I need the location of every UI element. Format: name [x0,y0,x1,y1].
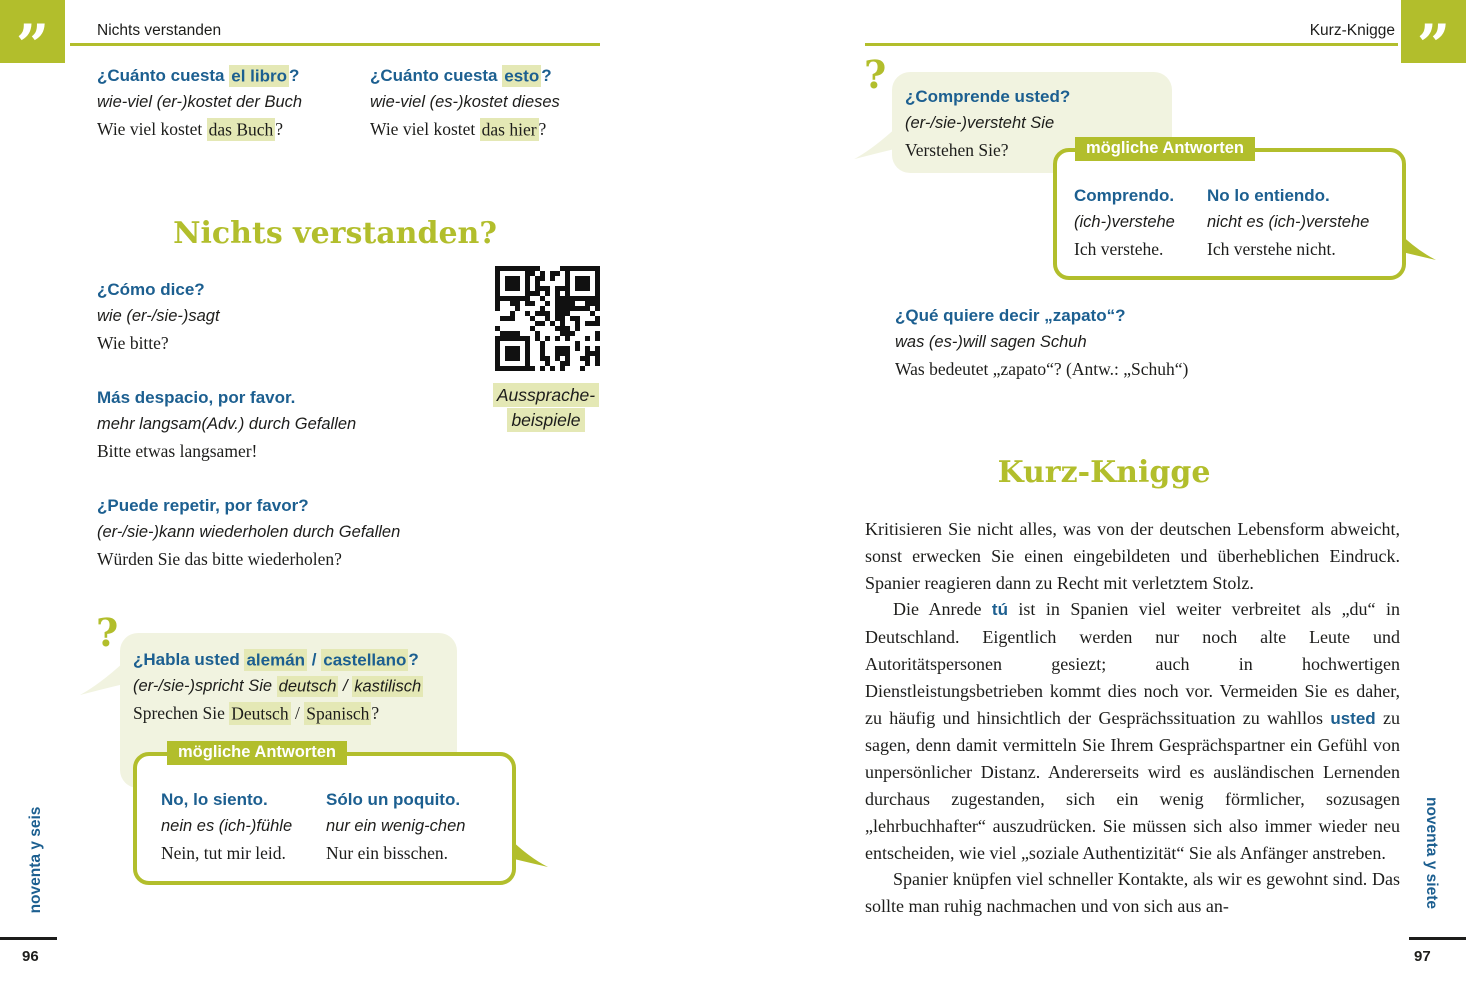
phrase-spanish: ¿Habla usted alemán / castellano ? [133,650,419,669]
phrase-no-lo-entiendo [1207,182,1369,263]
phrase-literal: (er-/sie-)versteht Sie [905,114,1055,132]
phrase-puede-repetir [97,492,400,573]
phrase-german: Sprechen Sie Deutsch / Spanisch ? [133,703,380,723]
phrase-cuanto-cuesta-el-libro [97,62,302,143]
phrase-german: Nur ein bisschen. [326,843,448,863]
phrase-literal: nur ein wenig-chen [326,817,466,835]
phrase-no-lo-siento [161,786,292,867]
possible-answers-label: mögliche Antworten [1075,137,1255,161]
body-paragraph: Kritisieren Sie nicht alles, was von der deutschen Lebensform abweicht, sonst erwecken Sie einen eingebildeten und überheblichen Eindruck. Spanier reagieren dann zu Recht mit verletztem Stolz. [865,519,1400,593]
footer-rule-left [0,937,57,940]
phrase-literal: was (es-)will sagen Schuh [895,333,1087,351]
phrase-literal: nicht es (ich-)verstehe [1207,213,1370,231]
qr-caption [460,383,632,433]
phrase-mas-despacio [97,384,356,465]
phrase-comprende-usted [905,83,1070,164]
phrase-literal: wie-viel (es-)kostet dieses [370,93,560,111]
phrase-cuanto-cuesta-esto [370,62,560,143]
phrase-literal: wie-viel (er-)kostet der Buch [97,93,303,111]
possible-answers-label: mögliche Antworten [167,741,347,765]
page-number-right: 97 [1414,948,1431,965]
footer-rule-right [1409,937,1466,940]
running-head-right: Kurz-Knigge [1309,22,1395,39]
phrase-spanish: Comprendo. [1074,186,1175,205]
question-mark-icon: ? [864,52,887,97]
speech-bubble-tail [853,126,897,162]
phrase-german: Verstehen Sie? [905,140,1009,160]
phrase-german: Wie viel kostet das hier ? [370,119,547,139]
phrase-spanish: ¿Cuánto cuesta esto ? [370,66,552,85]
phrase-literal: wie (er-/sie-)sagt [97,307,220,325]
phrase-comprendo [1074,182,1175,263]
phrase-literal: (er-/sie-)kann wiederholen durch Gefallen [97,523,401,541]
qr-code [495,266,600,371]
phrase-spanish: ¿Cómo dice? [97,280,205,299]
header-rule-left [70,43,600,46]
phrase-german: Nein, tut mir leid. [161,843,286,863]
phrase-spanish: ¿Qué quiere decir „zapato“? [895,306,1126,325]
phrase-german: Ich verstehe. [1074,239,1164,259]
phrase-como-dice [97,276,220,357]
phrase-spanish: Sólo un poquito. [326,790,461,809]
phrase-german: Wie bitte? [97,333,169,353]
phrase-literal: mehr langsam(Adv.) durch Gefallen [97,415,357,433]
question-mark-icon: ? [96,610,119,655]
side-text-left: noventa y seis [27,806,44,914]
quote-square-left: ” [0,0,65,63]
possible-answers-box-left [133,743,516,885]
page-number-left: 96 [22,948,39,965]
phrase-literal: (er-/sie-)spricht Sie deutsch / kastilisch [133,677,422,695]
phrase-german: Was bedeutet „zapato“? (Antw.: „Schuh“) [895,359,1189,379]
phrase-german: Wie viel kostet das Buch ? [97,119,284,139]
possible-answers-box-right [1053,139,1406,280]
section-title-right: Kurz-Knigge [997,455,1211,490]
qr-caption-line: Aussprache- [460,383,632,408]
section-title-left: Nichts verstanden? [173,216,497,251]
phrase-german: Ich verstehe nicht. [1207,239,1336,259]
side-text-right: noventa y siete [1423,797,1440,909]
running-head-left: Nichts verstanden [97,22,222,39]
phrase-spanish: ¿Cuánto cuesta el libro ? [97,66,300,85]
quote-square-right: ” [1401,0,1466,63]
qr-caption-line: beispiele [460,408,632,433]
phrase-habla-usted [133,646,423,727]
phrase-german: Würden Sie das bitte wiederholen? [97,549,342,569]
phrase-que-quiere-decir [895,302,1188,383]
header-rule-right [865,43,1398,46]
phrase-spanish: ¿Comprende usted? [905,87,1071,106]
phrase-spanish: No, lo siento. [161,790,268,809]
phrase-literal: nein es (ich-)fühle [161,817,293,835]
phrase-solo-un-poquito [326,786,465,867]
body-paragraph: Die Anrede tú ist in Spanien viel weiter verbreitet als „du“ in Deutschland. Eigentlich werden nur noch alte Leute und Autoritätspersonen gesiezt; auch in hochwertigen Dienstleistungsbetrieben kommt dies noch vor. Vermeiden Sie es daher, zu häufig und hinsichtlich der Gesprächssituation zu wahllos usted zu sagen, denn damit vermitteln Sie Ihrem Gesprächspartner ein Gefühl von unpersönlicher Distanz. Andererseits wird es ausländischen Lernenden durchaus zugestanden, sich ein wenig förmlicher, sozusagen „lehrbuchhafter“ auszudrücken. Sie müssen sich also immer wieder neu entscheiden, wie viel „soziale Authentizität“ Sie als Anfänger anstreben. [865,599,1401,863]
body-paragraph: Spanier knüpfen viel schneller Kontakte, als wir es gewohnt sind. Das sollte man ruhig nachmachen und von sich aus an- [865,869,1400,917]
phrase-spanish: No lo entiendo. [1207,186,1330,205]
phrase-literal: (ich-)verstehe [1074,213,1175,231]
knigge-body-text [865,516,1400,920]
phrase-german: Bitte etwas langsamer! [97,441,258,461]
phrase-spanish: ¿Puede repetir, por favor? [97,496,309,515]
phrase-spanish: Más despacio, por favor. [97,388,296,407]
speech-bubble-tail [80,660,124,698]
